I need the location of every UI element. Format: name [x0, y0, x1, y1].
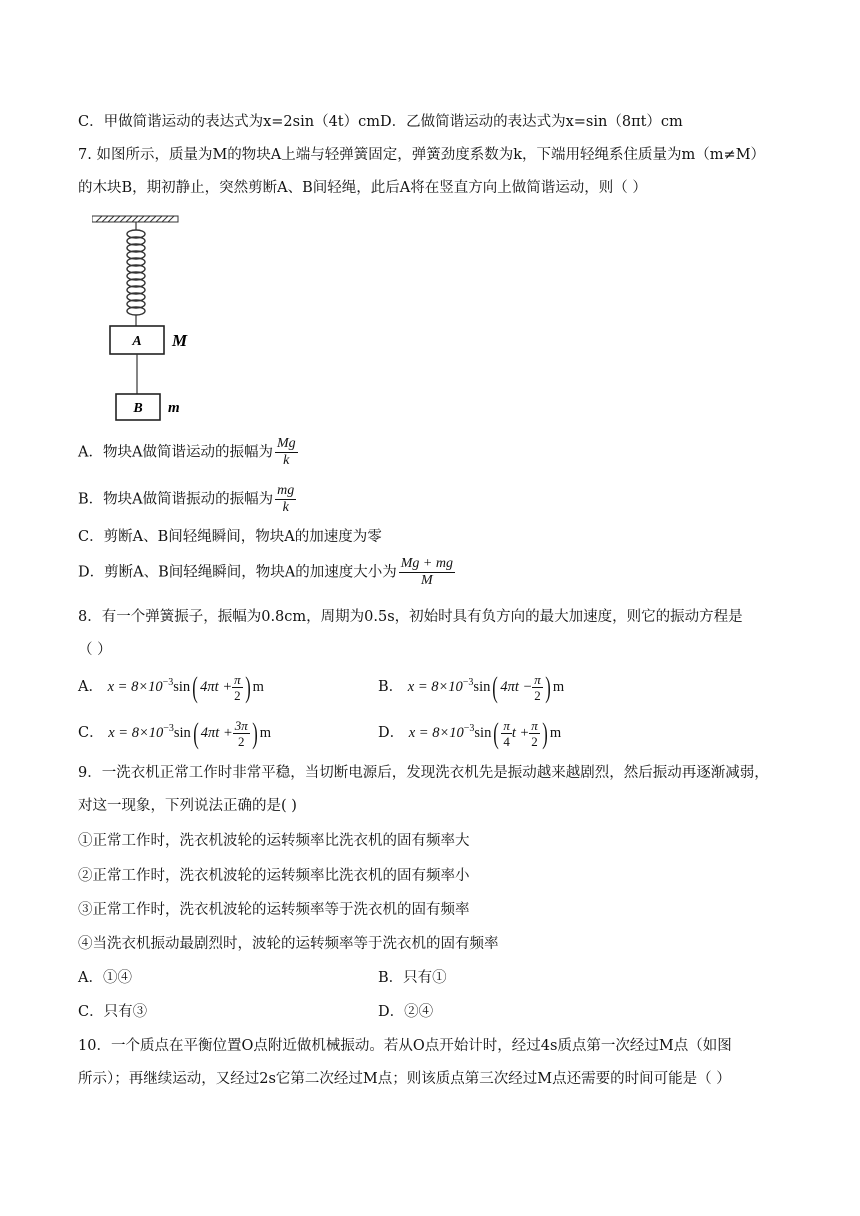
q8-option-c: C． $x = 8\times 10^{-3}\sin$( 4πt + $\frac{3\pi}{2}$ ) m — [78, 716, 272, 750]
q8-stem-line2: （ ） — [78, 642, 112, 658]
block-b-label: B — [133, 401, 143, 416]
spring-coils — [127, 230, 145, 315]
q9-stem-line1: 9．一洗衣机正常工作时非常平稳，当切断电源后，发现洗衣机先是振动越来越剧烈，然后振动再逐渐减弱， — [78, 765, 769, 781]
q10-stem-line2: 所示）；再继续运动，又经过2s它第二次经过M点；则该质点第三次经过M点还需要的时间可能是（ ） — [78, 1071, 731, 1087]
q7-option-a: A．物块A做简谐运动的振幅为 $\frac{Mg}{k}$ — [78, 436, 296, 468]
q7-option-d-fraction: $\frac{Mg + mg}{M}$ — [400, 556, 453, 588]
q9-stem-line2: 对这一现象，下列说法正确的是( ) — [78, 798, 297, 814]
q6-option-cd: C．甲做简谐运动的表达式为x=2sin（4t）cmD．乙做简谐运动的表达式为x=sin（8πt）cm — [78, 114, 683, 130]
q9-statement-4: ④当洗衣机振动最剧烈时，波轮的运转频率等于洗衣机的固有频率 — [78, 936, 499, 952]
q9-statement-2: ②正常工作时，洗衣机波轮的运转频率比洗衣机的固有频率小 — [78, 868, 470, 884]
q10-stem-line1: 10．一个质点在平衡位置O点附近做机械振动。若从O点开始计时，经过4s质点第一次经过M点（如图 — [78, 1038, 732, 1054]
mass-a-label: M — [172, 331, 188, 350]
q7-stem-line2: 的木块B，期初静止，突然剪断A、B间轻绳，此后A将在竖直方向上做简谐运动，则（ ） — [78, 180, 647, 196]
q8-option-a: A． $x = 8\times 10^{-3}\sin$( 4πt + $\frac{\pi}{2}$ ) m — [78, 670, 264, 704]
q7-option-b-fraction: $\frac{mg}{k}$ — [277, 483, 295, 515]
q8-option-b: B． $x = 8\times 10^{-3}\sin$( 4πt − $\frac{\pi}{2}$ ) m — [378, 670, 565, 704]
mass-b-label: m — [168, 400, 180, 416]
q7-option-c: C．剪断A、B间轻绳瞬间，物块A的加速度为零 — [78, 529, 382, 545]
q9-option-d: D．②④ — [378, 1004, 434, 1020]
q9-option-a: A．①④ — [78, 970, 132, 986]
q9-option-c: C．只有③ — [78, 1004, 148, 1020]
q7-option-b: B．物块A做简谐振动的振幅为 $\frac{mg}{k}$ — [78, 483, 295, 515]
q7-option-a-fraction: $\frac{Mg}{k}$ — [276, 436, 296, 468]
q8-option-d: D． $x = 8\times 10^{-3}\sin$( $\frac{\pi}{4}$ t + $\frac{\pi}{2}$ ) m — [378, 716, 562, 750]
q8-stem-line1: 8．有一个弹簧振子，振幅为0.8cm，周期为0.5s，初始时具有负方向的最大加速度，则它的振动方程是 — [78, 609, 743, 625]
q9-option-b: B．只有① — [378, 970, 447, 986]
q9-statement-1: ①正常工作时，洗衣机波轮的运转频率比洗衣机的固有频率大 — [78, 833, 470, 849]
spring-block-figure — [92, 214, 202, 424]
block-a-label: A — [132, 334, 142, 349]
q7-option-d: D．剪断A、B间轻绳瞬间，物块A的加速度大小为 $\frac{Mg + mg}{M}$ — [78, 556, 453, 588]
q7-stem-line1: 7. 如图所示，质量为M的物块A上端与轻弹簧固定，弹簧劲度系数为k，下端用轻绳系住质量为m（m≠M） — [78, 147, 766, 163]
q9-statement-3: ③正常工作时，洗衣机波轮的运转频率等于洗衣机的固有频率 — [78, 902, 470, 918]
